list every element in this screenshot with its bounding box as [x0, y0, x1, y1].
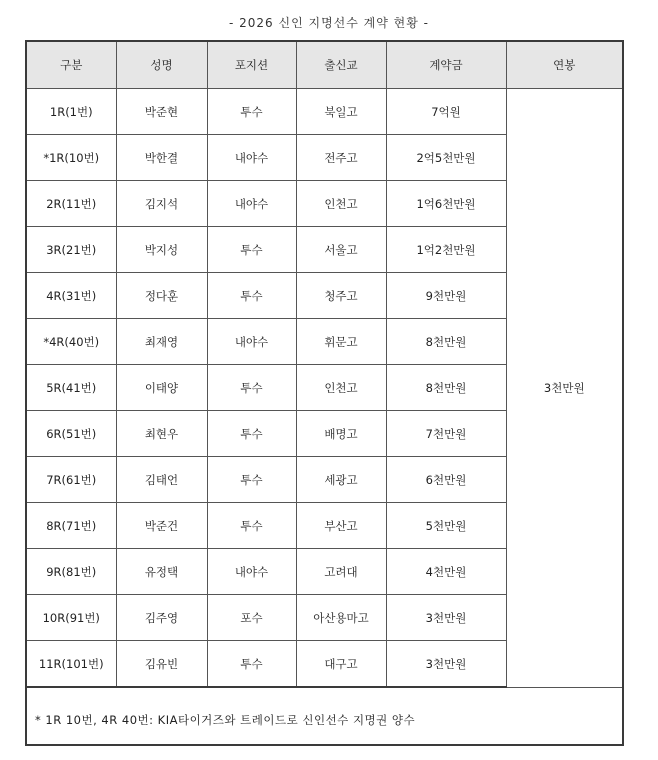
cell-name: 박지성 — [116, 227, 207, 273]
cell-school: 고려대 — [296, 549, 386, 595]
cell-name: 이태양 — [116, 365, 207, 411]
cell-name: 박한결 — [116, 135, 207, 181]
cell-school: 휘문고 — [296, 319, 386, 365]
cell-bonus: 3천만원 — [386, 641, 506, 688]
cell-position: 투수 — [207, 641, 296, 688]
cell-bonus: 3천만원 — [386, 595, 506, 641]
cell-position: 포수 — [207, 595, 296, 641]
cell-round: 11R(101번) — [27, 641, 116, 688]
cell-name: 박준현 — [116, 89, 207, 135]
cell-bonus: 4천만원 — [386, 549, 506, 595]
cell-position: 투수 — [207, 365, 296, 411]
table-row — [27, 89, 622, 135]
cell-bonus: 9천만원 — [386, 273, 506, 319]
cell-round: 6R(51번) — [27, 411, 116, 457]
cell-school: 배명고 — [296, 411, 386, 457]
cell-position: 투수 — [207, 503, 296, 549]
header-round: 구분 — [27, 42, 116, 89]
cell-round: 2R(11번) — [27, 181, 116, 227]
header-bonus: 계약금 — [386, 42, 506, 89]
cell-round: 8R(71번) — [27, 503, 116, 549]
cell-position: 내야수 — [207, 549, 296, 595]
cell-round: 9R(81번) — [27, 549, 116, 595]
cell-school: 전주고 — [296, 135, 386, 181]
cell-round: 3R(21번) — [27, 227, 116, 273]
cell-school: 북일고 — [296, 89, 386, 135]
contract-table-frame — [25, 40, 624, 746]
cell-position: 내야수 — [207, 135, 296, 181]
cell-bonus: 8천만원 — [386, 319, 506, 365]
header-school: 출신교 — [296, 42, 386, 89]
cell-position: 투수 — [207, 89, 296, 135]
cell-name: 최재영 — [116, 319, 207, 365]
footnote: * 1R 10번, 4R 40번: KIA타이거즈와 트레이드로 신인선수 지명권 양수 — [35, 713, 416, 727]
cell-name: 정다훈 — [116, 273, 207, 319]
cell-name: 김태언 — [116, 457, 207, 503]
cell-bonus: 2억5천만원 — [386, 135, 506, 181]
cell-name: 박준건 — [116, 503, 207, 549]
cell-bonus: 5천만원 — [386, 503, 506, 549]
cell-name: 김유빈 — [116, 641, 207, 688]
cell-round: *4R(40번) — [27, 319, 116, 365]
document-title: - 2026 신인 지명선수 계약 현황 - — [228, 16, 429, 30]
cell-round: 7R(61번) — [27, 457, 116, 503]
cell-position: 내야수 — [207, 181, 296, 227]
cell-name: 유정택 — [116, 549, 207, 595]
cell-name: 김지석 — [116, 181, 207, 227]
cell-position: 투수 — [207, 227, 296, 273]
cell-round: 10R(91번) — [27, 595, 116, 641]
cell-position: 내야수 — [207, 319, 296, 365]
cell-school: 아산용마고 — [296, 595, 386, 641]
cell-bonus: 8천만원 — [386, 365, 506, 411]
cell-round: *1R(10번) — [27, 135, 116, 181]
header-position: 포지션 — [207, 42, 296, 89]
cell-school: 부산고 — [296, 503, 386, 549]
cell-position: 투수 — [207, 457, 296, 503]
cell-bonus: 1억6천만원 — [386, 181, 506, 227]
header-name: 성명 — [116, 42, 207, 89]
cell-round: 5R(41번) — [27, 365, 116, 411]
cell-position: 투수 — [207, 273, 296, 319]
cell-school: 청주고 — [296, 273, 386, 319]
cell-bonus: 7천만원 — [386, 411, 506, 457]
cell-school: 서울고 — [296, 227, 386, 273]
table-header-row — [27, 42, 622, 89]
cell-bonus: 6천만원 — [386, 457, 506, 503]
cell-name: 김주영 — [116, 595, 207, 641]
cell-position: 투수 — [207, 411, 296, 457]
cell-school: 대구고 — [296, 641, 386, 688]
header-salary: 연봉 — [506, 42, 622, 89]
contract-table — [27, 42, 622, 688]
cell-name: 최현우 — [116, 411, 207, 457]
cell-round: 4R(31번) — [27, 273, 116, 319]
cell-round: 1R(1번) — [27, 89, 116, 135]
cell-salary: 3천만원 — [506, 89, 622, 688]
cell-school: 인천고 — [296, 181, 386, 227]
cell-school: 세광고 — [296, 457, 386, 503]
cell-bonus: 1억2천만원 — [386, 227, 506, 273]
cell-school: 인천고 — [296, 365, 386, 411]
cell-bonus: 7억원 — [386, 89, 506, 135]
